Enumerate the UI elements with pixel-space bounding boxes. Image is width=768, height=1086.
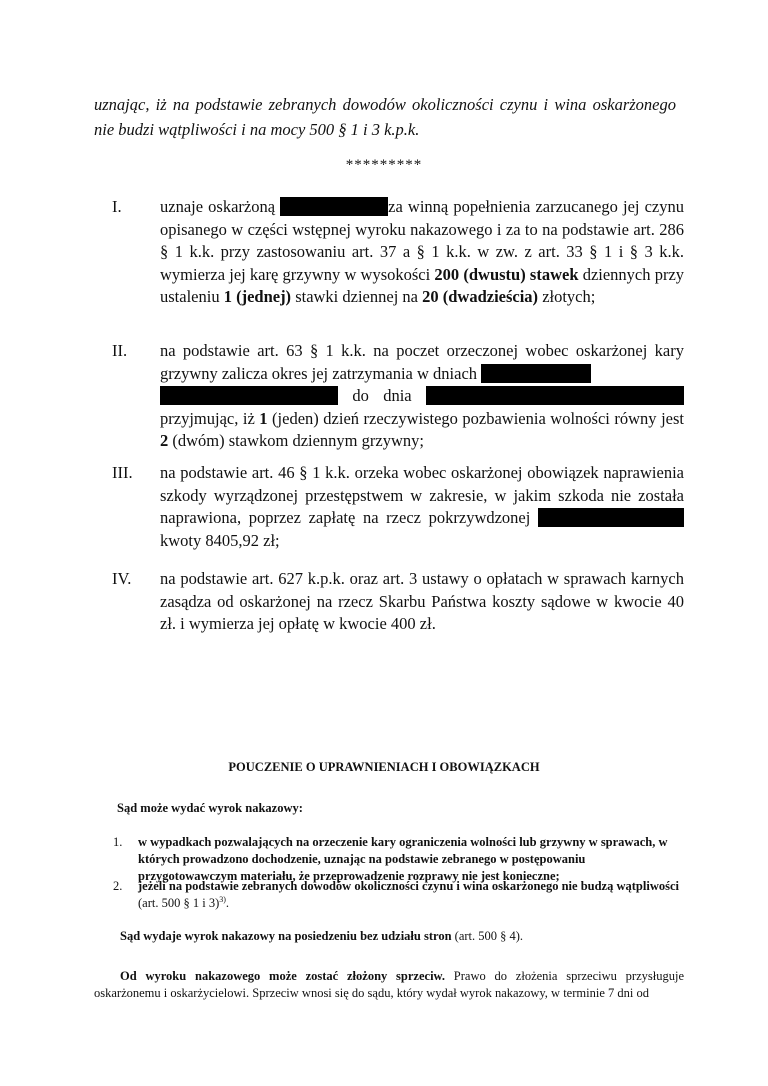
ruling-item-4	[112, 568, 684, 636]
ruling-item-1	[112, 196, 684, 309]
item-text: uznaje oskarżoną za winną popełnienia zarzucanego jej czynu opisanego w części wstępnej wyroku nakazowego i za to na podstawie art. 286 § 1 k.k. przy zastosowaniu art. 37 a § 1 k.k. w zw. z art. 33 § 1 i § 3 k.k. wymierza jej karę grzywny w wysokości 200 (dwustu) stawek dziennych przy ustaleniu 1 (jednej) stawki dziennej na 20 (dwadzieścia) złotych;	[160, 197, 685, 306]
instructions-lead: Sąd może wydać wyrok nakazowy:	[117, 801, 303, 815]
paragraph-objection: Od wyroku nakazowego może zostać złożony sprzeciw. Prawo do złożenia sprzeciwu przysługuje oskarżonemu i oskarżycielowi. Sprzeciw wnosi się do sądu, który wydał wyrok nakazowy, w terminie 7 dni od	[94, 969, 684, 1000]
item-text: na podstawie art. 63 § 1 k.k. na poczet orzeczonej wobec oskarżonej kary grzywny zalicza okres jej zatrzymania w dniach do dnia przyjmując, iż 1 (jeden) dzień rzeczywistego pozbawienia wolności równy jest 2 (dwóm) stawkom dziennym grzywny;	[160, 341, 684, 450]
item-number: I.	[112, 197, 122, 216]
redaction-bar	[280, 197, 388, 216]
item-text: na podstawie art. 627 k.p.k. oraz art. 3 ustawy o opłatach w sprawach karnych zasądza od oskarżonej na rzecz Skarbu Państwa koszty sądowe w kwocie 40 zł. i wymierza jej opłatę w kwocie 400 zł.	[160, 569, 684, 633]
ruling-item-3	[112, 462, 684, 552]
intro-paragraph: uznając, iż na podstawie zebranych dowodów okoliczności czynu i wina oskarżonego nie budzi wątpliwości i na mocy 500 § 1 i 3 k.p.k.	[94, 95, 676, 139]
instructions-heading: POUCZENIE O UPRAWNIENIACH I OBOWIĄZKACH	[228, 760, 540, 774]
list-item-1: 1. w wypadkach pozwalających na orzeczenie kary ograniczenia wolności lub grzywny w sprawach, w których prowadzono dochodzenie, uznając na podstawie zebranego w postępowaniu przygotowawczym materiału, że przeprowadzenie rozprawy nie jest konieczne;	[113, 835, 668, 883]
redaction-bar	[160, 386, 338, 405]
paragraph-session: Sąd wydaje wyrok nakazowy na posiedzeniu bez udziału stron (art. 500 § 4).	[120, 929, 524, 943]
item-number: III.	[112, 463, 133, 482]
separator: *********	[345, 157, 423, 173]
ruling-item-2	[112, 340, 684, 453]
item-number: II.	[112, 341, 128, 360]
item-text: na podstawie art. 46 § 1 k.k. orzeka wobec oskarżonej obowiązek naprawienia szkody wyrządzonej przestępstwem w zakresie, w jakim szkoda nie została naprawiona, poprzez zapłatę na rzecz pokrzywdzonej kwoty 8405,92 zł;	[160, 463, 684, 550]
redaction-bar	[426, 386, 684, 405]
item-number: IV.	[112, 569, 132, 588]
redaction-bar	[538, 508, 684, 527]
redaction-bar	[481, 364, 591, 383]
list-item-2: 2. jeżeli na podstawie zebranych dowodów okoliczności czynu i wina oskarżonego nie budzą wątpliwości (art. 500 § 1 i 3)$^{3)}$.	[113, 879, 679, 910]
